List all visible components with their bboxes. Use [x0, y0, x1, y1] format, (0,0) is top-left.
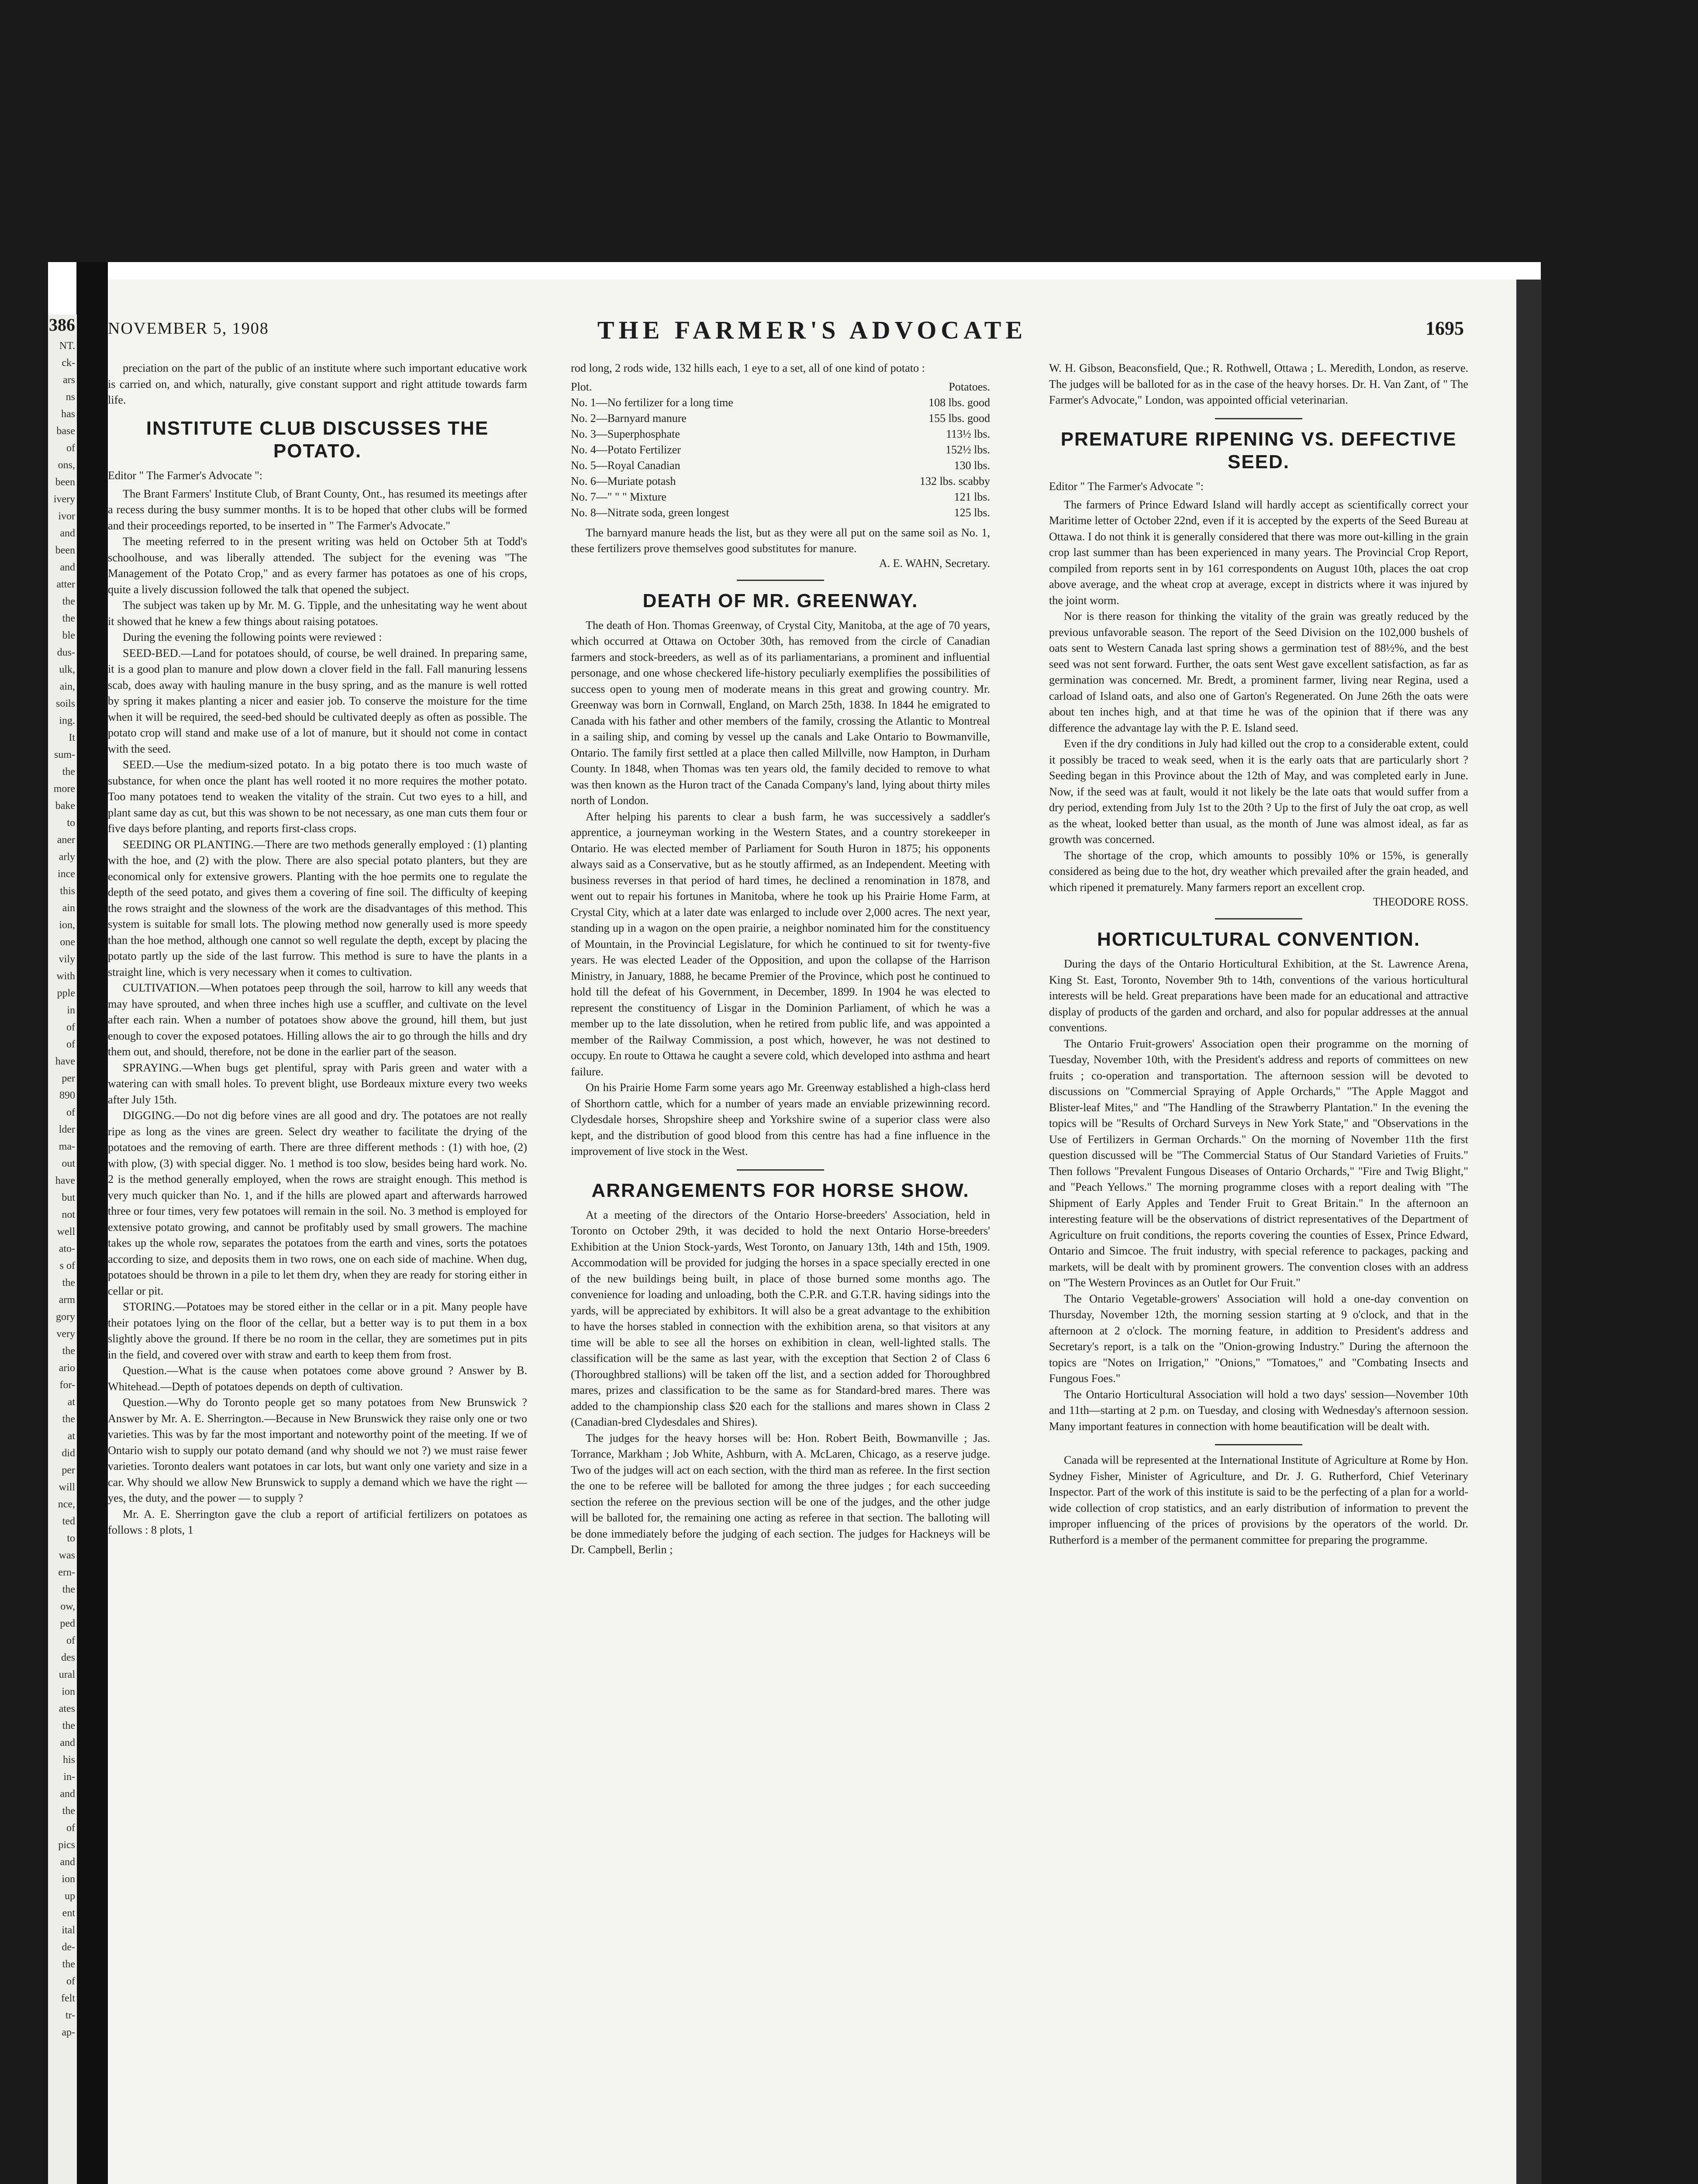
left-page-fragment: atter [56, 579, 75, 590]
left-page-fragment: ma- [59, 1141, 75, 1152]
plot-label: No. 6—Muriate potash [571, 474, 676, 487]
left-page-fragment: ars [63, 374, 75, 386]
article-paragraph: The judges for the heavy horses will be: Hon. Robert Beith, Bowmanville ; Jas. Torrance, Markham ; Job White, Ashburn, with A. McLaren, Chicago, as a reserve judge. Two of the judges will act on each section, with the third man as referee. In the first section the one to be referee will be balloted for among the three judges ; for each succeeding section the referee on the previous section will be one of the judges, and the other judge will be balloted for, the remaining one acting as referee in that section. The balloting will be done immediately before the judging of each section. The judges for Hackneys will be Dr. Campbell, Berlin ; [571, 1431, 990, 1556]
table-row [571, 458, 990, 473]
plot-yield: 108 lbs. good [928, 396, 990, 409]
table-row [571, 489, 990, 505]
left-page-fragment: sum- [54, 749, 75, 760]
plot-yield: 121 lbs. [954, 490, 990, 503]
left-page-fragment: ates [59, 1703, 75, 1714]
left-page-fragment: s of [59, 1260, 75, 1272]
left-page-fragment: per [62, 1073, 75, 1084]
article-paragraph: The Ontario Vegetable-growers' Association will hold a one-day convention on Thursday, November 12th, the morning session starting at 9 o'clock, and that in the afternoon at 2 o'clock. The morning feature, in addition to President's address and Secretary's report, is a talk on the "Onion-growing Industry." During the afternoon the topics are "Notes on Irrigation," "Onions," "Tomatoes," and "Combating Insects and Fungous Foes." [1049, 1292, 1468, 1385]
plot-label: No. 8—Nitrate soda, green longest [571, 506, 729, 519]
table-row [571, 442, 990, 458]
left-page-fragment: did [62, 1448, 75, 1459]
article-paragraph: The death of Hon. Thomas Greenway, of Crystal City, Manitoba, at the age of 70 years, which occurred at Ottawa on October 30th, has removed from the circle of Canadian farmers and stock-breeders, as well as of its parliamentarians, a prominent and influential personage, and one whose checkered life-history peculiarly exemplifies the possibilities of success open to young men of moderate means in this great and growing country. Mr. Greenway was born in Cornwall, England, on March 25th, 1838. In 1844 he emigrated to Canada with his father and other members of the family, crossing the Atlantic to Montreal in a sailing ship, and coming by vessel up the canals and Lake Ontario to Bowmanville, Ontario. The family first settled at a place then called Millville, now Hampton, in Durham County. In 1848, when Thomas was ten years old, the family decided to remove to what was then known as the Huron tract of the Canada Company's land, lying about thirty miles north of London. [571, 619, 990, 807]
article-paragraph: SEED.—Use the medium-sized potato. In a big potato there is too much waste of substance, for when once the plant has well rooted it no more requires the mother potato. Too many potatoes tend to weaken the vitality of the strain. Cut two eyes to a hill, and plant same day as cut, but this was shown to be not necessary, as one man cuts them four or five days before planting, and reports first-class crops. [108, 758, 527, 835]
left-page-fragment: well [57, 1226, 75, 1237]
article-paragraph: The meeting referred to in the present writing was held on October 5th at Todd's schoolhouse, and was liberally attended. The subject for the evening was "The Management of the Potato Crop," and as every farmer has potatoes as one of his crops, quite a lively discussion followed the talk that opened the subject. [108, 535, 527, 596]
article-paragraph: During the days of the Ontario Horticultural Exhibition, at the St. Lawrence Arena, King St. East, Toronto, November 9th to 14th, conventions of the various horticultural interests will be held. Great preparations have been made for an educational and attractive display of products of the garden and orchard, and also for popular addresses at the annual conventions. [1049, 957, 1468, 1034]
fertilizer-intro: rod long, 2 rods wide, 132 hills each, 1 eye to a set, all of one kind of potato : [571, 362, 925, 374]
article-paragraph: SPRAYING.—When bugs get plentiful, spray with Paris green and water with a watering can with small holes. To prevent blight, use Bordeaux mixture every two weeks after July 15th. [108, 1061, 527, 1106]
left-page-fragment: the [62, 1413, 75, 1425]
left-page-fragment: of [66, 1976, 75, 1987]
article-paragraph: STORING.—Potatoes may be stored either in the cellar or in a pit. Many people have their potatoes lying on the floor of the cellar, but a better way is to put them in a box slightly above the ground. If there be no room in the cellar, they are sometimes put in pits in the field, and covered over with straw and earth to keep them from frost. [108, 1300, 527, 1361]
left-page-fragment: has [61, 408, 75, 420]
article-paragraph: The Ontario Fruit-growers' Association open their programme on the morning of Tuesday, November 10th, with the President's address and reports of committees on new fruits ; co-operation and transportation. The afternoon session will be devoted to discussions on "Commercial Spraying of Apple Orchards," "The Apple Maggot and Blister-leaf Mites," and "The Handling of the Strawberry Plantation." In the evening the topics will be "Results of Orchard Surveys in New York State," and "Observations in the Use of Fertilizers in German Orchards." On the morning of November 11th the first question discussed will be "The Commercial Status of Our Standard Varieties of Fruits." Then follows "Prevalent Fungous Diseases of Ontario Orchards," "Fire and Twig Blight," and "Peach Yellows." The morning programme closes with a report dealing with "The Shipment of Early Apples and Tender Fruit to Great Britain." In the afternoon an interesting feature will be the observations of district representatives of the Department of Agriculture on fruit conditions, the reports covering the counties of Essex, Prince Edward, Ontario and Simcoe. The fruit industry, with special reference to packages, packing and markets, will be dealt with by prominent growers. The convention closes with an address on "The Western Provinces as an Outlet for Our Fruit." [1049, 1037, 1468, 1289]
article-paragraph: Question.—What is the cause when potatoes come above ground ? Answer by B. Whitehead.—Depth of potatoes depends on depth of cultivation. [108, 1364, 527, 1393]
table-row [571, 473, 990, 489]
left-page-fragment: the [62, 766, 75, 778]
plot-yield: 113½ lbs. [946, 427, 990, 440]
left-page-fragment: ck- [62, 357, 75, 369]
divider-rule [1215, 418, 1302, 419]
left-page-fragment: ted [62, 1516, 75, 1527]
horse-show-body [571, 1207, 990, 1558]
article-paragraph: CULTIVATION.—When potatoes peep through the soil, harrow to kill any weeds that may have sprouted, and when three inches high use a scuffler, and cultivate on the level after each rain. When a number of potatoes show above the ground, hill them, but just enough to cover the exposed potatoes. Hilling allows the air to go through the hills and dry them out, and should, therefore, not be done in the earlier part of the season. [108, 981, 527, 1058]
left-page-fragment: in [67, 1005, 75, 1016]
left-page-fragment: very [56, 1328, 75, 1340]
left-page-fragment: and [60, 1788, 75, 1800]
left-page-fragments [48, 338, 77, 2041]
left-page-fragment: of [66, 1039, 75, 1050]
left-page-fragment: nce, [58, 1499, 75, 1510]
left-page-fragment: lder [59, 1124, 75, 1135]
article-paragraph: DIGGING.—Do not dig before vines are all good and dry. The potatoes are not really ripe as long as the vines are green. Select dry weather to facilitate the drying of the potatoes and the removing of earth. There are three different methods : (1) with hoe, (2) with plow, (3) with special digger. No. 1 method is too slow, besides being hard work. No. 2 is the method generally employed, when the rows are straight enough. This method is very much quicker than No. 1, and if the hills are plowed apart and afterwards harrowed three or four times, very few potatoes will remain in the soil. No. 3 method is employed for extensive potato growing, and cannot be profitably used by small growers. The machine takes up the whole row, separates the potatoes from the earth and vines, sorts the potatoes according to size, and deposits them in two rows, one on each side of machine. When dug, potatoes should be thrown in a pile to let them dry, when they are ready for storing either in cellar or pit. [108, 1109, 527, 1297]
article-paragraph: The subject was taken up by Mr. M. G. Tipple, and the unhesitating way he went about it showed that he knew a few things about raising potatoes. [108, 599, 527, 628]
left-page-fragment: of [66, 1022, 75, 1033]
divider-rule [1215, 918, 1302, 919]
left-page-fragment: for- [59, 1379, 75, 1391]
left-page-fragment: gory [56, 1311, 75, 1323]
column-1 [108, 360, 527, 1538]
left-page-fragment: per [62, 1465, 75, 1476]
left-page-edge [48, 314, 77, 2184]
horticultural-heading: HORTICULTURAL CONVENTION. [1097, 929, 1421, 950]
header-page-number: 1695 [1425, 318, 1464, 339]
plot-yield: 125 lbs. [954, 506, 990, 519]
seed-heading: PREMATURE RIPENING VS. DEFECTIVE SEED. [1060, 428, 1457, 473]
left-page-fragment: bake [55, 800, 75, 812]
left-page-fragment: the [62, 613, 75, 624]
article-paragraph: SEEDING OR PLANTING.—There are two methods generally employed : (1) planting with the hoe, and (2) with the plow. There are also special potato planters, but they are economical only for extensive growers. Planting with the hoe permits one to regulate the depth of the seed potato, and gives them a covering of fine soil. The difficulty of keeping the rows straight and the slowness of the work are the disadvantages of this method. This system is suitable for small lots. The plowing method now generally used is more speedy than the hoe method, although one cannot so well regulate the depth, except by placing the potato partly up the side of the last furrow. This method is sure to have the plants in a straight line, which is very necessary when it comes to cultivation. [108, 838, 527, 978]
greenway-heading: DEATH OF MR. GREENWAY. [642, 590, 918, 612]
article-paragraph: Mr. A. E. Sherrington gave the club a report of artificial fertilizers on potatoes as follows : 8 plots, 1 [108, 1507, 527, 1536]
article-paragraph: At a meeting of the directors of the Ontario Horse-breeders' Association, held in Toronto on October 29th, it was decided to hold the next Ontario Horse-breeders' Exhibition at the Union Stock-yards, West Toronto, on January 13th, 14th and 15th, 1909. Accommodation will be provided for judging the horses in a space specially erected in one of the new buildings being built, in place of those burned some months ago. The convenience for loading and unloading, both the C.P.R. and G.T.R. having sidings into the yards, will be appreciated by exhibitors. It will also be a great advantage to the exhibition to have the horses stabled in connection with the exhibition arena, so that visitors at any time will be able to see all the horses on exhibition in clean, well-lighted stalls. The classification will be the same as last year, with the exception that Section 2 of Class 6 (Thoroughbred stallions) will be taken off the list, and a section added for Thoroughbred mares, prizes and classification to be the same as for Standard-bred mares. There was added to the championship class $20 each for the stallions and mares shown in Class 2 (Canadian-bred Clydesdales and Shires). [571, 1208, 990, 1428]
article-paragraph: Question.—Why do Toronto people get so many potatoes from New Brunswick ? Answer by Mr. A. E. Sherrington.—Because in New Brunswick they raise only one or two varieties. This was by far the most important and noteworthy point of the meeting. If we of Ontario wish to supply our potato demand (and why should we not ?) we must raise fewer varieties. Toronto dealers want potatoes in car lots, but want only one variety and size in a car. Why should we allow New Brunswick to supply a demand which we have the right — yes, the duty, and the power — to supply ? [108, 1396, 527, 1504]
seed-signature: THEODORE ROSS. [1373, 895, 1468, 908]
fertilizer-signature: A. E. WAHN, Secretary. [879, 556, 990, 570]
article-paragraph: After helping his parents to clear a bush farm, he was successively a saddler's apprentice, a journeyman working in the Western States, and a country storekeeper in Ontario. He was elected member of Parliament for South Huron in 1875; his opponents always said as a Conservative, but as he stoutly affirmed, as an Independent. Meeting with business reverses in that period of hard times, he declined a renomination in 1878, and went out to repair his fortunes in Manitoba, where he took up his Prairie Home Farm, at Crystal City, which at a later date was enlarged to include over 2,000 acres. The next year, standing up in a wagon on the open prairie, a neighbor nominated him for the constituency of Mountain, in the Provincial Legislature, for which he continued to sit for twenty-five years. He was elected Leader of the Opposition, and upon the collapse of the Harrison Ministry, in January, 1888, he became Premier of the Province, which post he continued to hold till the defeat of his Government, in December, 1899. In 1904 he was elected to represent the constituency of Lisgar in the Dominion Parliament, of which he was a member up to the late dissolution, when he retired from public life, and was appointed a member of the Railway Commission, a post which, however, he was not destined to occupy. En route to Ottawa he caught a severe cold, which developed into asthma and heart failure. [571, 810, 990, 1078]
divider-rule [737, 580, 824, 581]
left-page-fragment: de- [62, 1942, 75, 1953]
left-page-fragment: in- [63, 1771, 75, 1783]
left-page-fragment: base [56, 425, 75, 437]
article-paragraph: On his Prairie Home Farm some years ago Mr. Greenway established a high-class herd of Shorthorn cattle, which for a number of years made an enviable prizewinning record. Clydesdale horses, Shropshire sheep and Yorkshire swine of a superior class were also kept, and the distribution of good blood from this centre has had a fine influence in the improvement of live stock in the West. [571, 1081, 990, 1158]
left-page-fragment: out [62, 1158, 75, 1169]
left-page-fragment: up [65, 1890, 75, 1902]
left-page-fragment: and [60, 562, 75, 573]
left-page-fragment: and [60, 1737, 75, 1749]
left-page-fragment: ince [58, 868, 75, 880]
plot-label: No. 2—Barnyard manure [571, 411, 687, 425]
left-page-fragment: with [56, 971, 75, 982]
divider-rule [737, 1169, 824, 1171]
left-page-fragment: ns [66, 391, 75, 403]
left-page-fragment: It [69, 732, 75, 743]
left-page-fragment: ion, [59, 919, 75, 931]
fertilizer-closing: The barnyard manure heads the list, but as they were all put on the same soil as No. 1, these fertilizers prove themselves good substitutes for manure. [571, 526, 990, 555]
plot-label: No. 7—" " " Mixture [571, 490, 666, 503]
table-header-row [571, 379, 990, 395]
page-edge-shadow [1515, 280, 1542, 2184]
left-page-fragment: dus- [57, 647, 75, 658]
masthead-title: THE FARMER'S ADVOCATE [597, 316, 1027, 344]
table-header-potatoes: Potatoes. [949, 380, 990, 393]
left-page-fragment: tr- [65, 2010, 75, 2021]
article-paragraph: The Brant Farmers' Institute Club, of Brant County, Ont., has resumed its meetings after a recess during the busy summer months. It is to be hoped that other clubs will be formed and their proceedings reported, to be inserted in " The Farmer's Advocate." [108, 487, 527, 532]
left-page-fragment: have [55, 1056, 75, 1067]
left-page-fragment: ow, [60, 1601, 75, 1612]
left-page-fragment: arly [59, 851, 75, 863]
divider-rule [1215, 1444, 1302, 1445]
table-row [571, 411, 990, 426]
left-page-fragment: of [66, 442, 75, 454]
left-page-fragment: of [66, 1107, 75, 1118]
left-page-fragment: ped [60, 1618, 75, 1629]
left-page-fragment: been [55, 477, 75, 488]
left-page-fragment: pics [58, 1839, 75, 1851]
left-page-fragment: not [62, 1209, 75, 1220]
left-page-fragment: felt [61, 1993, 75, 2004]
left-page-fragment: pple [57, 988, 75, 999]
left-page-number: 386 [49, 315, 75, 335]
left-page-fragment: more [53, 783, 75, 795]
left-page-fragment: the [62, 1345, 75, 1357]
potato-intro: preciation on the part of the public of an institute where such important educative work is carried on, and which, naturally, give constant support and right attitude towards farm life. [108, 362, 527, 406]
potato-editor-line: Editor " The Farmer's Advocate ": [108, 469, 262, 482]
left-page-fragment: one [60, 936, 75, 948]
plot-yield: 132 lbs. scabby [919, 474, 990, 487]
table-row [571, 426, 990, 442]
article-paragraph: Nor is there reason for thinking the vitality of the grain was greatly reduced by the previous unfavorable season. The report of the Seed Division on the 102,000 bushels of oats sent to Western Canada last spring shows a germination test of 88½%, and the best seed was not sent forward. Further, the oats sent West gave excellent satisfaction, as far as germination was concerned. Mr. Bredt, a prominent farmer, living near Regina, used a carload of Island oats, and also one of Garton's Regenerated. On June 26th the oats were about ten inches high, and at that time he was of the opinion that if there was any difference the advantage lay with the P. E. Island seed. [1049, 610, 1468, 734]
article-paragraph: Even if the dry conditions in July had killed out the crop to a considerable extent, could it possibly be traced to weak seed, when it is the early oats that are particularly short ? Seeding began in this Province about the 12th of May, and was completed early in June. Now, if the seed was at fault, would it not likely be the late oats that would suffer from a dry period, extending from July 1st to the 20th ? Up to the first of July the oat crop, as well as the wheat, looked better than usual, as the month of June was almost ideal, as far as growth was concerned. [1049, 737, 1468, 846]
left-page-fragment: ural [59, 1669, 75, 1680]
table-rows [571, 395, 990, 521]
left-page-fragment: ivor [58, 511, 75, 522]
left-page-fragment: arm [59, 1294, 75, 1306]
left-page-fragment: the [62, 1959, 75, 1970]
left-page-fragment: ion [62, 1686, 75, 1697]
institute-body [1049, 1452, 1468, 1548]
left-page-fragment: at [67, 1431, 75, 1442]
scan-frame-left [0, 0, 48, 2184]
left-page-fragment: NT. [59, 340, 75, 352]
left-page-fragment: soils [55, 698, 75, 709]
column-3 [1049, 360, 1468, 1548]
table-row [571, 505, 990, 521]
potato-heading: INSTITUTE CLUB DISCUSSES THE POTATO. [146, 417, 489, 462]
left-page-fragment: the [62, 1277, 75, 1289]
left-page-fragment: and [60, 1856, 75, 1868]
article-paragraph: The shortage of the crop, which amounts to possibly 10% or 15%, is generally considered as being due to the hot, dry weather which prevailed after the grain headed, and which ripened it prematurely. Many farmers report an excellent crop. [1049, 849, 1468, 894]
potato-body [108, 486, 527, 1538]
left-page-fragment: ivery [53, 494, 75, 505]
greenway-body [571, 618, 990, 1160]
book-gutter [76, 262, 108, 2184]
plot-label: No. 4—Potato Fertilizer [571, 443, 681, 456]
left-page-fragment: ble [62, 630, 75, 641]
plot-yield: 152½ lbs. [946, 443, 990, 456]
plot-yield: 155 lbs. good [928, 411, 990, 425]
left-page-fragment: aner [57, 834, 75, 846]
left-page-fragment: 890 [59, 1090, 75, 1101]
seed-body [1049, 497, 1468, 896]
table-row [571, 395, 990, 411]
left-page-fragment: ital [62, 1925, 75, 1936]
left-page-fragment: of [66, 1822, 75, 1834]
left-page-fragment: was [59, 1550, 75, 1561]
left-page-fragment: ion [62, 1873, 75, 1885]
table-header-plot: Plot. [571, 380, 592, 393]
left-page-fragment: ulk, [59, 664, 75, 675]
scan-frame-top [0, 0, 1698, 262]
left-page-fragment: ap- [62, 2027, 75, 2038]
left-page-fragment: but [62, 1192, 75, 1203]
horse-show-continued: W. H. Gibson, Beaconsfield, Que.; R. Rothwell, Ottawa ; L. Meredith, London, as reserve. The judges will be balloted for as in the case of the heavy horses. Dr. H. Van Zant, of " The Farmer's Advocate," London, was appointed official veterinarian. [1049, 362, 1468, 406]
left-page-fragment: des [61, 1652, 75, 1663]
left-page-fragment: ern- [58, 1567, 75, 1578]
left-page-fragment: will [59, 1482, 75, 1493]
article-paragraph: The farmers of Prince Edward Island will hardly accept as scientifically correct your Maritime letter of October 22nd, even if it is accepted by the experts of the Seed Bureau at Ottawa. I do not think it is generally considered that there was more out-killing in the grain crop last summer than has been experienced in many years. The Provincial Crop Report, compiled from reports sent in by 161 correspondents on August 10th, places the oat crop above average, and the wheat crop at average, except in districts where it was injured by the joint worm. [1049, 498, 1468, 607]
seed-editor-line: Editor " The Farmer's Advocate ": [1049, 480, 1204, 493]
left-page-fragment: to [67, 817, 75, 829]
plot-yield: 130 lbs. [954, 459, 990, 472]
article-paragraph: During the evening the following points were reviewed : [123, 631, 382, 643]
left-page-fragment: vily [59, 954, 75, 965]
page-header [108, 316, 1516, 349]
left-page-fragment: of [66, 1635, 75, 1646]
left-page-fragment: and [60, 528, 75, 539]
left-page-fragment: ain, [59, 681, 75, 692]
left-page-fragment: ain [62, 902, 75, 914]
left-page-fragment: have [55, 1175, 75, 1186]
plot-label: No. 3—Superphosphate [571, 427, 680, 440]
left-page-fragment: the [62, 596, 75, 607]
left-page-fragment: ato- [59, 1243, 75, 1254]
left-page-fragment: his [62, 1754, 75, 1766]
left-page-fragment: this [60, 885, 75, 897]
scan-frame-right [1541, 0, 1698, 2184]
article-paragraph: SEED-BED.—Land for potatoes should, of course, be well drained. In preparing same, it is a good plan to manure and plow down a clover field in the fall. Fall manuring lessens scab, does away with hauling manure in the busy spring, and as the manure is well rotted by spring it makes planting a nicer and easier job. To conserve the moisture for the time when it will be required, the seed-bed should be cultivated deeply as often as possible. The potato crop will stand and make use of a lot of manure, but it should not come in contact with the seed. [108, 646, 527, 755]
left-page-fragment: been [55, 545, 75, 556]
article-paragraph: The Ontario Horticultural Association will hold a two days' session—November 10th and 11th—starting at 2 p.m. on Tuesday, and closing with Wednesday's afternoon session. Many important features in connection with home beautification will be dealt with. [1049, 1388, 1468, 1433]
left-page-fragment: the [62, 1584, 75, 1595]
left-page-fragment: ent [62, 1908, 75, 1919]
horticultural-body [1049, 956, 1468, 1434]
plot-label: No. 1—No fertilizer for a long time [571, 396, 733, 409]
left-page-fragment: ario [59, 1362, 75, 1374]
plot-label: No. 5—Royal Canadian [571, 459, 680, 472]
left-page-fragment: to [67, 1533, 75, 1544]
article-paragraph: Canada will be represented at the International Institute of Agriculture at Rome by Hon. Sydney Fisher, Minister of Agriculture, and Dr. J. G. Rutherford, Chief Veterinary Inspector. Part of the work of this institute is said to be the perfecting of a plan for a world-wide collection of crop statistics, and an early distribution of information to prevent the improper influencing of the prices of provisions by the operators of the world. Dr. Rutherford is a member of the permanent committee for preparing the programme. [1049, 1454, 1468, 1546]
left-page-fragment: the [62, 1720, 75, 1731]
left-page-fragment: the [62, 1805, 75, 1817]
newspaper-page [108, 280, 1516, 2184]
fertilizer-table [571, 379, 990, 521]
header-date: NOVEMBER 5, 1908 [108, 319, 269, 338]
left-page-fragment: at [67, 1396, 75, 1408]
left-page-fragment: ing. [59, 715, 75, 726]
horse-show-heading: ARRANGEMENTS FOR HORSE SHOW. [591, 1179, 970, 1201]
left-page-fragment: ons, [58, 460, 75, 471]
column-2 [571, 360, 990, 1558]
